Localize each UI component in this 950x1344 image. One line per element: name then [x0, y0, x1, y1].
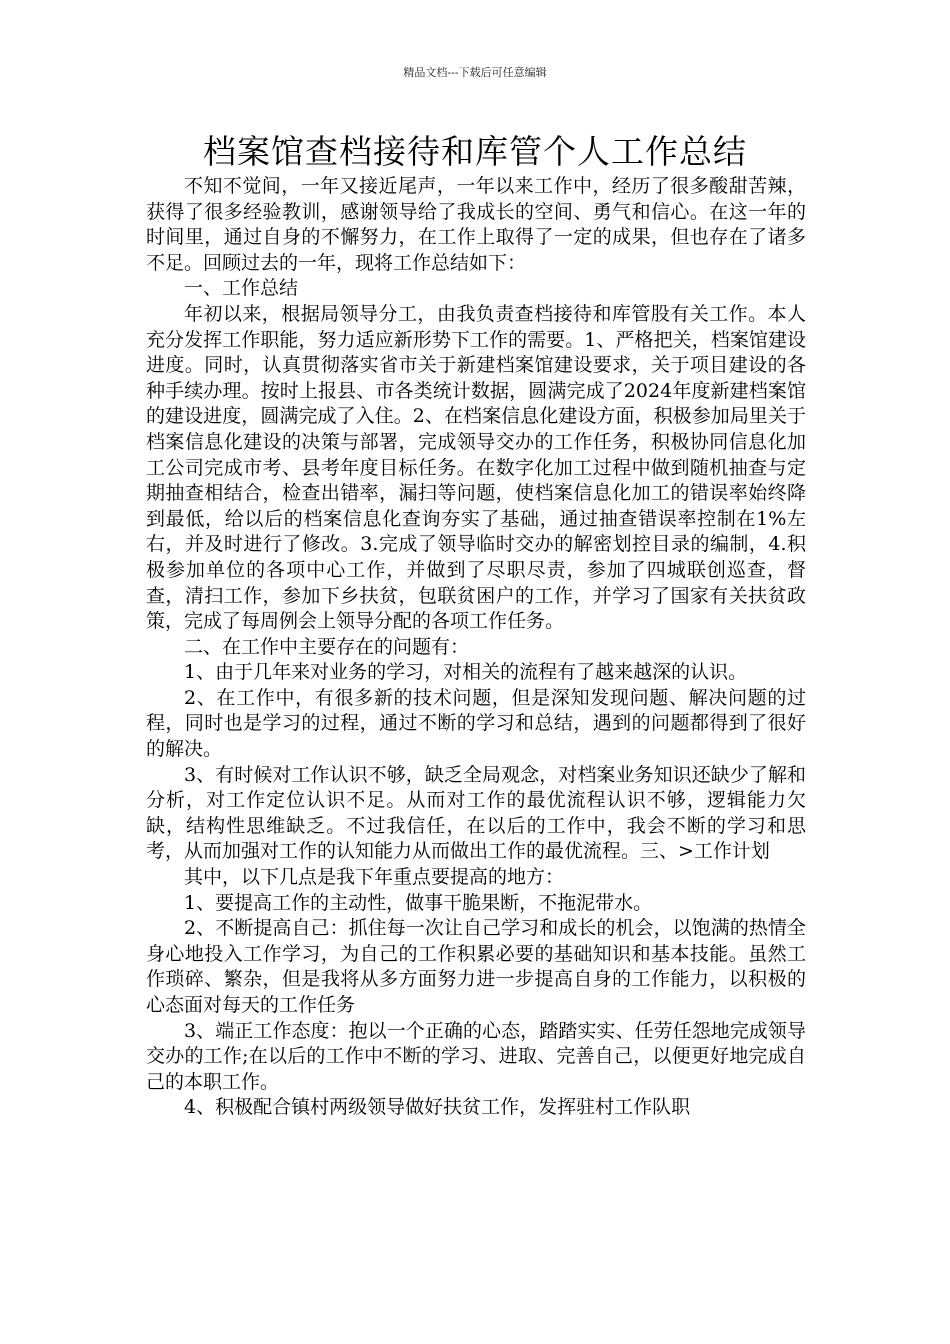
- paragraph-work-summary: 年初以来，根据局领导分工，由我负责查档接待和库管股有关工作。本人充分发挥工作职能，努力适应新形势下工作的需要。1、严格把关，档案馆建设进度。同时，认真贯彻落实省市关于新建档案馆建设要求，关于项目建设的各种手续办理。按时上报县、市各类统计数据，圆满完成了2024年度新建档案馆的建设进度，圆满完成了入住。2、在档案信息化建设方面，积极参加局里关于档案信息化建设的决策与部署，完成领导交办的工作任务，积极协同信息化加工公司完成市考、县考年度目标任务。在数字化加工过程中做到随机抽查与定期抽查相结合，检查出错率，漏扫等问题，使档案信息化加工的错误率始终降到最低，给以后的档案信息化查询夯实了基础，通过抽查错误率控制在1%左右，并及时进行了修改。3.完成了领导临时交办的解密划控目录的编制，4.积极参加单位的各项中心工作，并做到了尽职尽责，参加了四城联创巡查，督查，清扫工作，参加下乡扶贫，包联贫困户的工作，并学习了国家有关扶贫政策，完成了每周例会上领导分配的各项工作任务。: [146, 302, 806, 633]
- section-heading-problems: 二、在工作中主要存在的问题有：: [184, 635, 470, 658]
- paragraph-problem-1: 1、由于几年来对业务的学习，对相关的流程有了越来越深的认识。: [184, 661, 748, 684]
- header-note: 精品文档---下载后可任意编辑: [403, 66, 547, 79]
- paragraph-plan-2: 2、不断提高自己：抓住每一次让自己学习和成长的机会，以饱满的热情全身心地投入工作学习，为自己的工作积累必要的基础知识和基本技能。虽然工作琐碎、繁杂，但是我将从多方面努力进一步提高自身的工作能力，以积极的心态面对每天的工作任务: [146, 917, 806, 1016]
- document-title: 档案馆查档接待和库管个人工作总结: [203, 132, 747, 171]
- paragraph-plan-1: 1、要提高工作的主动性，做事干脆果断，不拖泥带水。: [184, 891, 653, 914]
- paragraph-plan-3: 3、端正工作态度：抱以一个正确的心态，踏踏实实、任劳任怨地完成领导交办的工作;在以后的工作中不断的学习、进取、完善自己，以便更好地完成自己的本职工作。: [146, 1019, 806, 1093]
- paragraph-intro: 不知不觉间，一年又接近尾声，一年以来工作中，经历了很多酸甜苦辣，获得了很多经验教训，感谢领导给了我成长的空间、勇气和信心。在这一年的时间里，通过自身的不懈努力，在工作上取得了一定的成果，但也存在了诸多不足。回顾过去的一年，现将工作总结如下：: [146, 175, 806, 274]
- paragraph-plan-intro: 其中，以下几点是我下年重点要提高的地方：: [184, 866, 565, 889]
- paragraph-problem-2: 2、在工作中，有很多新的技术问题，但是深知发现问题、解决问题的过程，同时也是学习的过程，通过不断的学习和总结，遇到的问题都得到了很好的解决。: [146, 686, 806, 761]
- paragraph-plan-4: 4、积极配合镇村两级领导做好扶贫工作，发挥驻村工作队职: [184, 1096, 691, 1119]
- section-heading-work-summary: 一、工作总结: [184, 277, 299, 300]
- document-body: [146, 174, 806, 1121]
- paragraph-problem-3: 3、有时候对工作认识不够，缺乏全局观念，对档案业务知识还缺少了解和分析，对工作定位认识不足。从而对工作的最优流程认识不够，逻辑能力欠缺，结构性思维缺乏。不过我信任，在以后的工作中，我会不断的学习和思考，从而加强对工作的认知能力从而做出工作的最优流程。三、>工作计划: [146, 763, 806, 863]
